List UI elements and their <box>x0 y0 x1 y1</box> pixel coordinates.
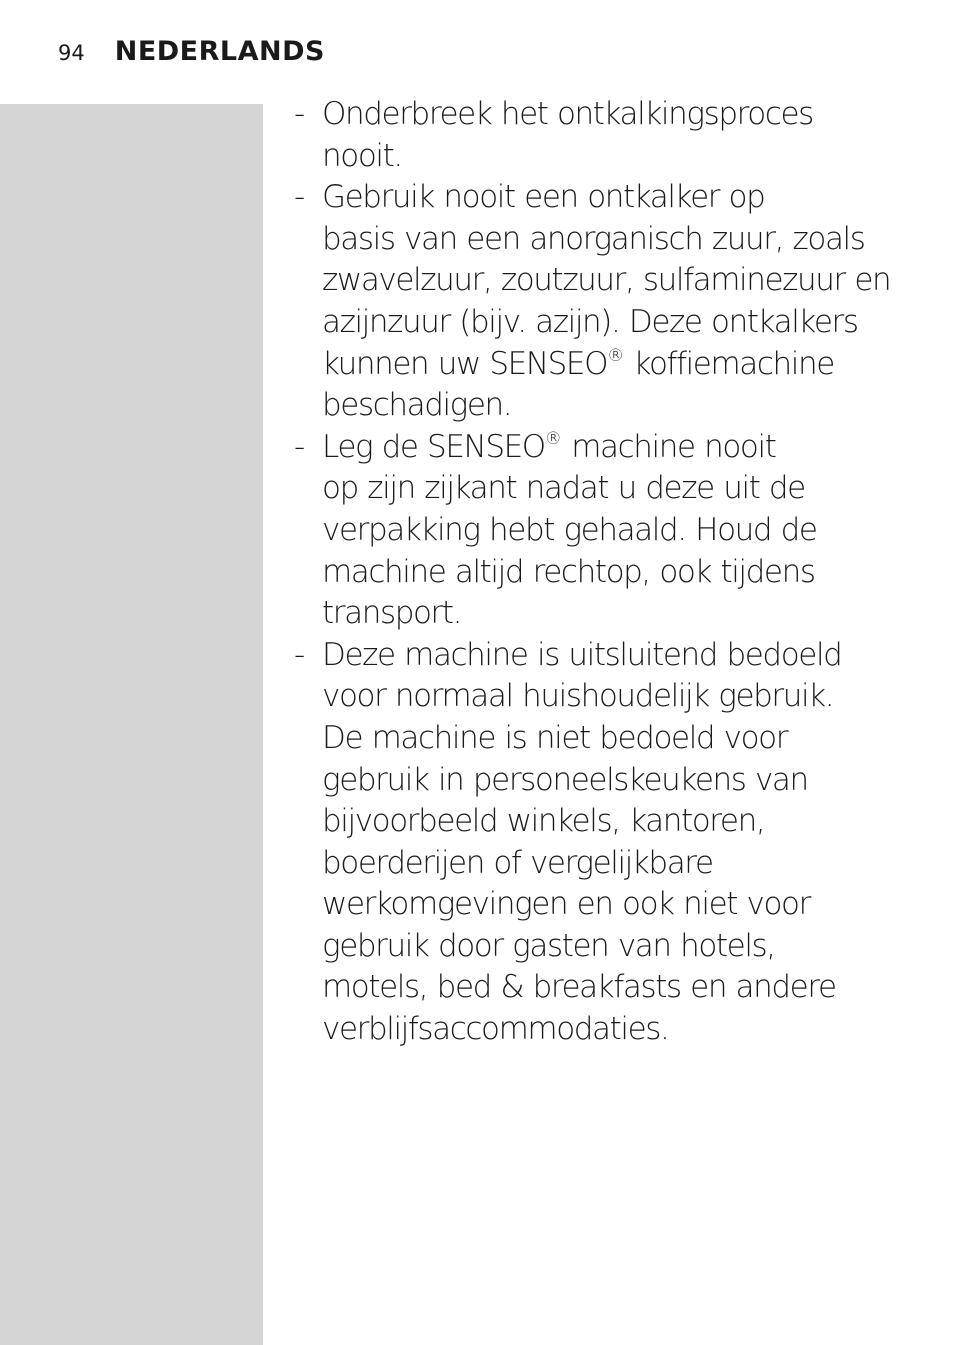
registered-mark: ® <box>544 428 562 449</box>
list-item <box>294 94 924 177</box>
list-item <box>294 177 924 427</box>
main-content <box>294 94 924 1051</box>
list-item-text: Deze machine is uitsluitend bedoeld voor normaal huishoudelijk gebruik. De machine is niet bedoeld voor gebruik in personeelskeukens van bijvoorbeeld winkels, kantoren, boerderijen of vergelijkbare werkomgevingen en ook niet voor gebruik door gasten van hotels, motels, bed & breakfasts en andere verblijfsaccommodaties. <box>322 636 842 1048</box>
bullet-dash: - <box>294 96 304 132</box>
warning-list <box>294 94 924 1051</box>
list-item <box>294 635 924 1051</box>
bullet-dash: - <box>294 179 304 216</box>
registered-mark: ® <box>607 345 625 366</box>
bullet-dash: - <box>294 636 304 673</box>
list-item <box>294 427 924 635</box>
sidebar-margin-band <box>0 104 263 1345</box>
list-item-text: koffiemachine beschadigen. <box>322 345 834 424</box>
section-title: NEDERLANDS <box>114 36 325 67</box>
page-header <box>58 36 325 72</box>
list-item-text: machine nooit op zijn zijkant nadat u deze uit de verpakking hebt gehaald. Houd de machine altijd rechtop, ook tijdens transport. <box>322 428 817 632</box>
list-item-text: Leg de SENSEO <box>322 428 545 465</box>
bullet-dash: - <box>294 428 304 465</box>
list-item-text: Onderbreek het ontkalkingsproces nooit. <box>322 96 813 174</box>
page-number: 94 <box>58 41 85 65</box>
list-item-text: Gebruik nooit een ontkalker op basis van een anorganisch zuur, zoals zwavelzuur, zoutzuur, sulfaminezuur en azijnzuur (bijv. azijn). Deze ontkalkers kunnen uw SENSEO <box>322 179 891 382</box>
